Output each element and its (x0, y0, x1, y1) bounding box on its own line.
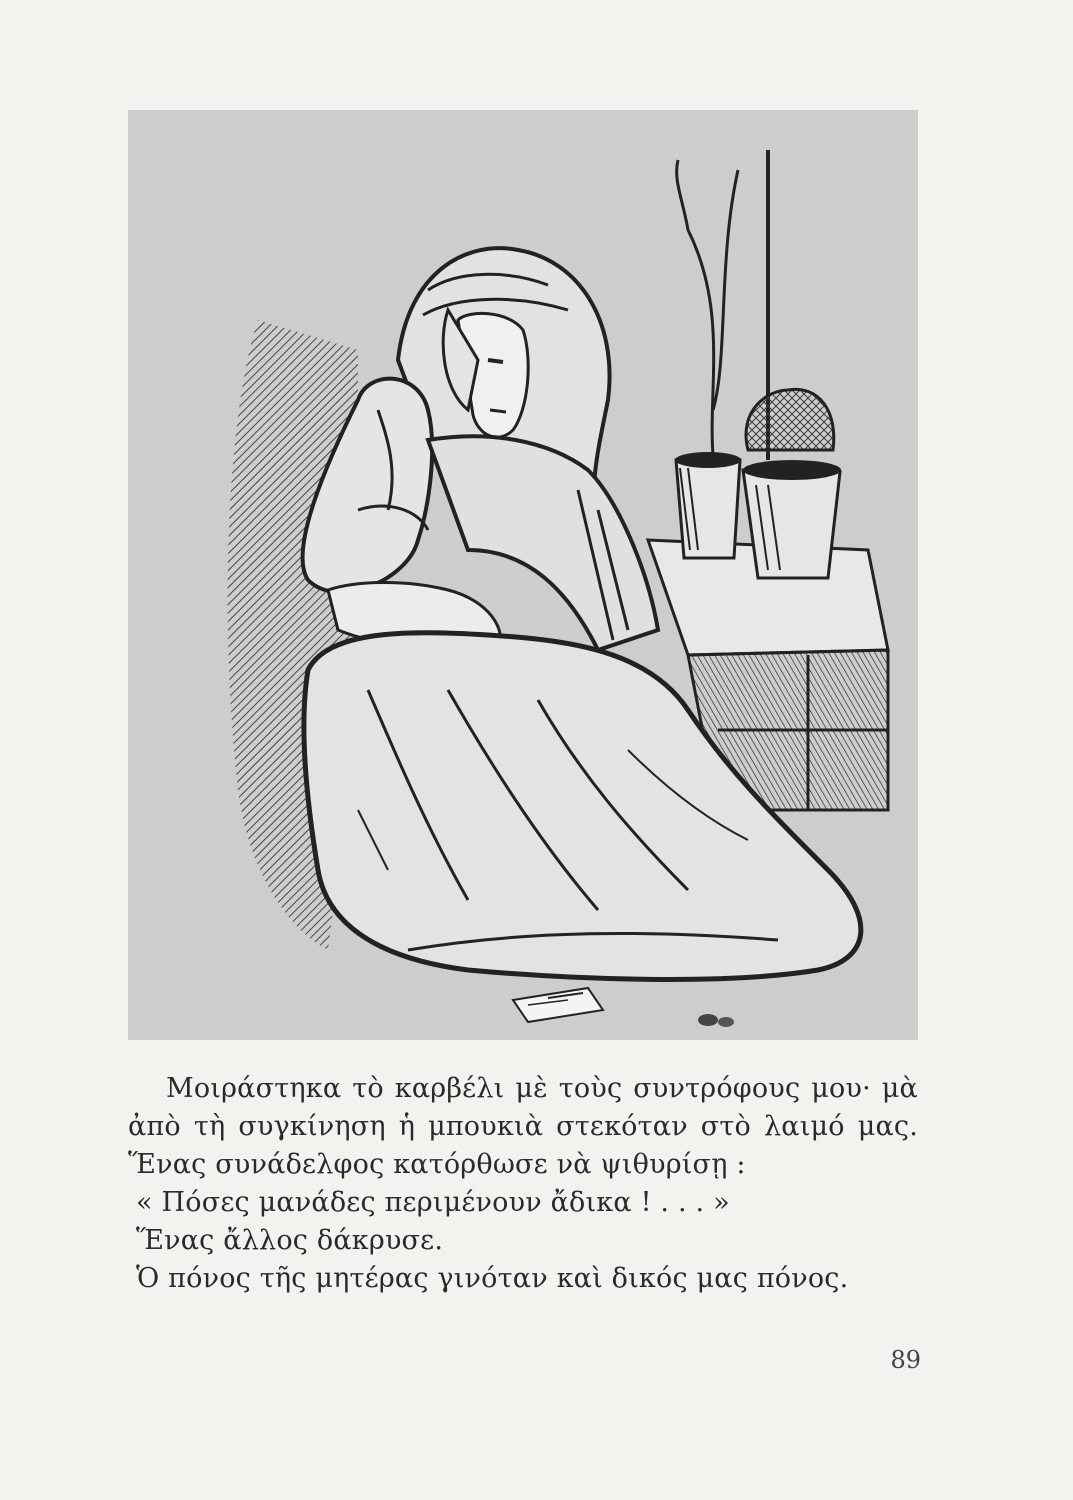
stone (718, 1017, 734, 1027)
stone (698, 1014, 718, 1026)
woodcut-illustration (128, 110, 918, 1040)
text-line: Ὁ πόνος τῆς μητέρας γινόταν καὶ δικός μας πόνος. (136, 1263, 849, 1294)
mourning-mother-illustration (128, 110, 918, 1040)
quote-line: « Πόσες μανάδες περιμένουν ἄδικα ! . . . » (136, 1187, 730, 1218)
body-text (128, 1070, 918, 1298)
paragraph-text: Μοιράστηκα τὸ καρβέλι μὲ τοὺς συντρόφους μου· μὰ ἀπὸ τὴ συγκίνηση ἡ μπουκιὰ στεκόταν στὸ λαιμό μας. Ἕνας συνάδελφος κατόρθωσε νὰ ψιθυρίσῃ : (128, 1073, 918, 1180)
page-number: 89 (890, 1346, 921, 1374)
text-line: Ἕνας ἄλλος δάκρυσε. (136, 1225, 444, 1256)
flower-pot-right (743, 389, 841, 578)
